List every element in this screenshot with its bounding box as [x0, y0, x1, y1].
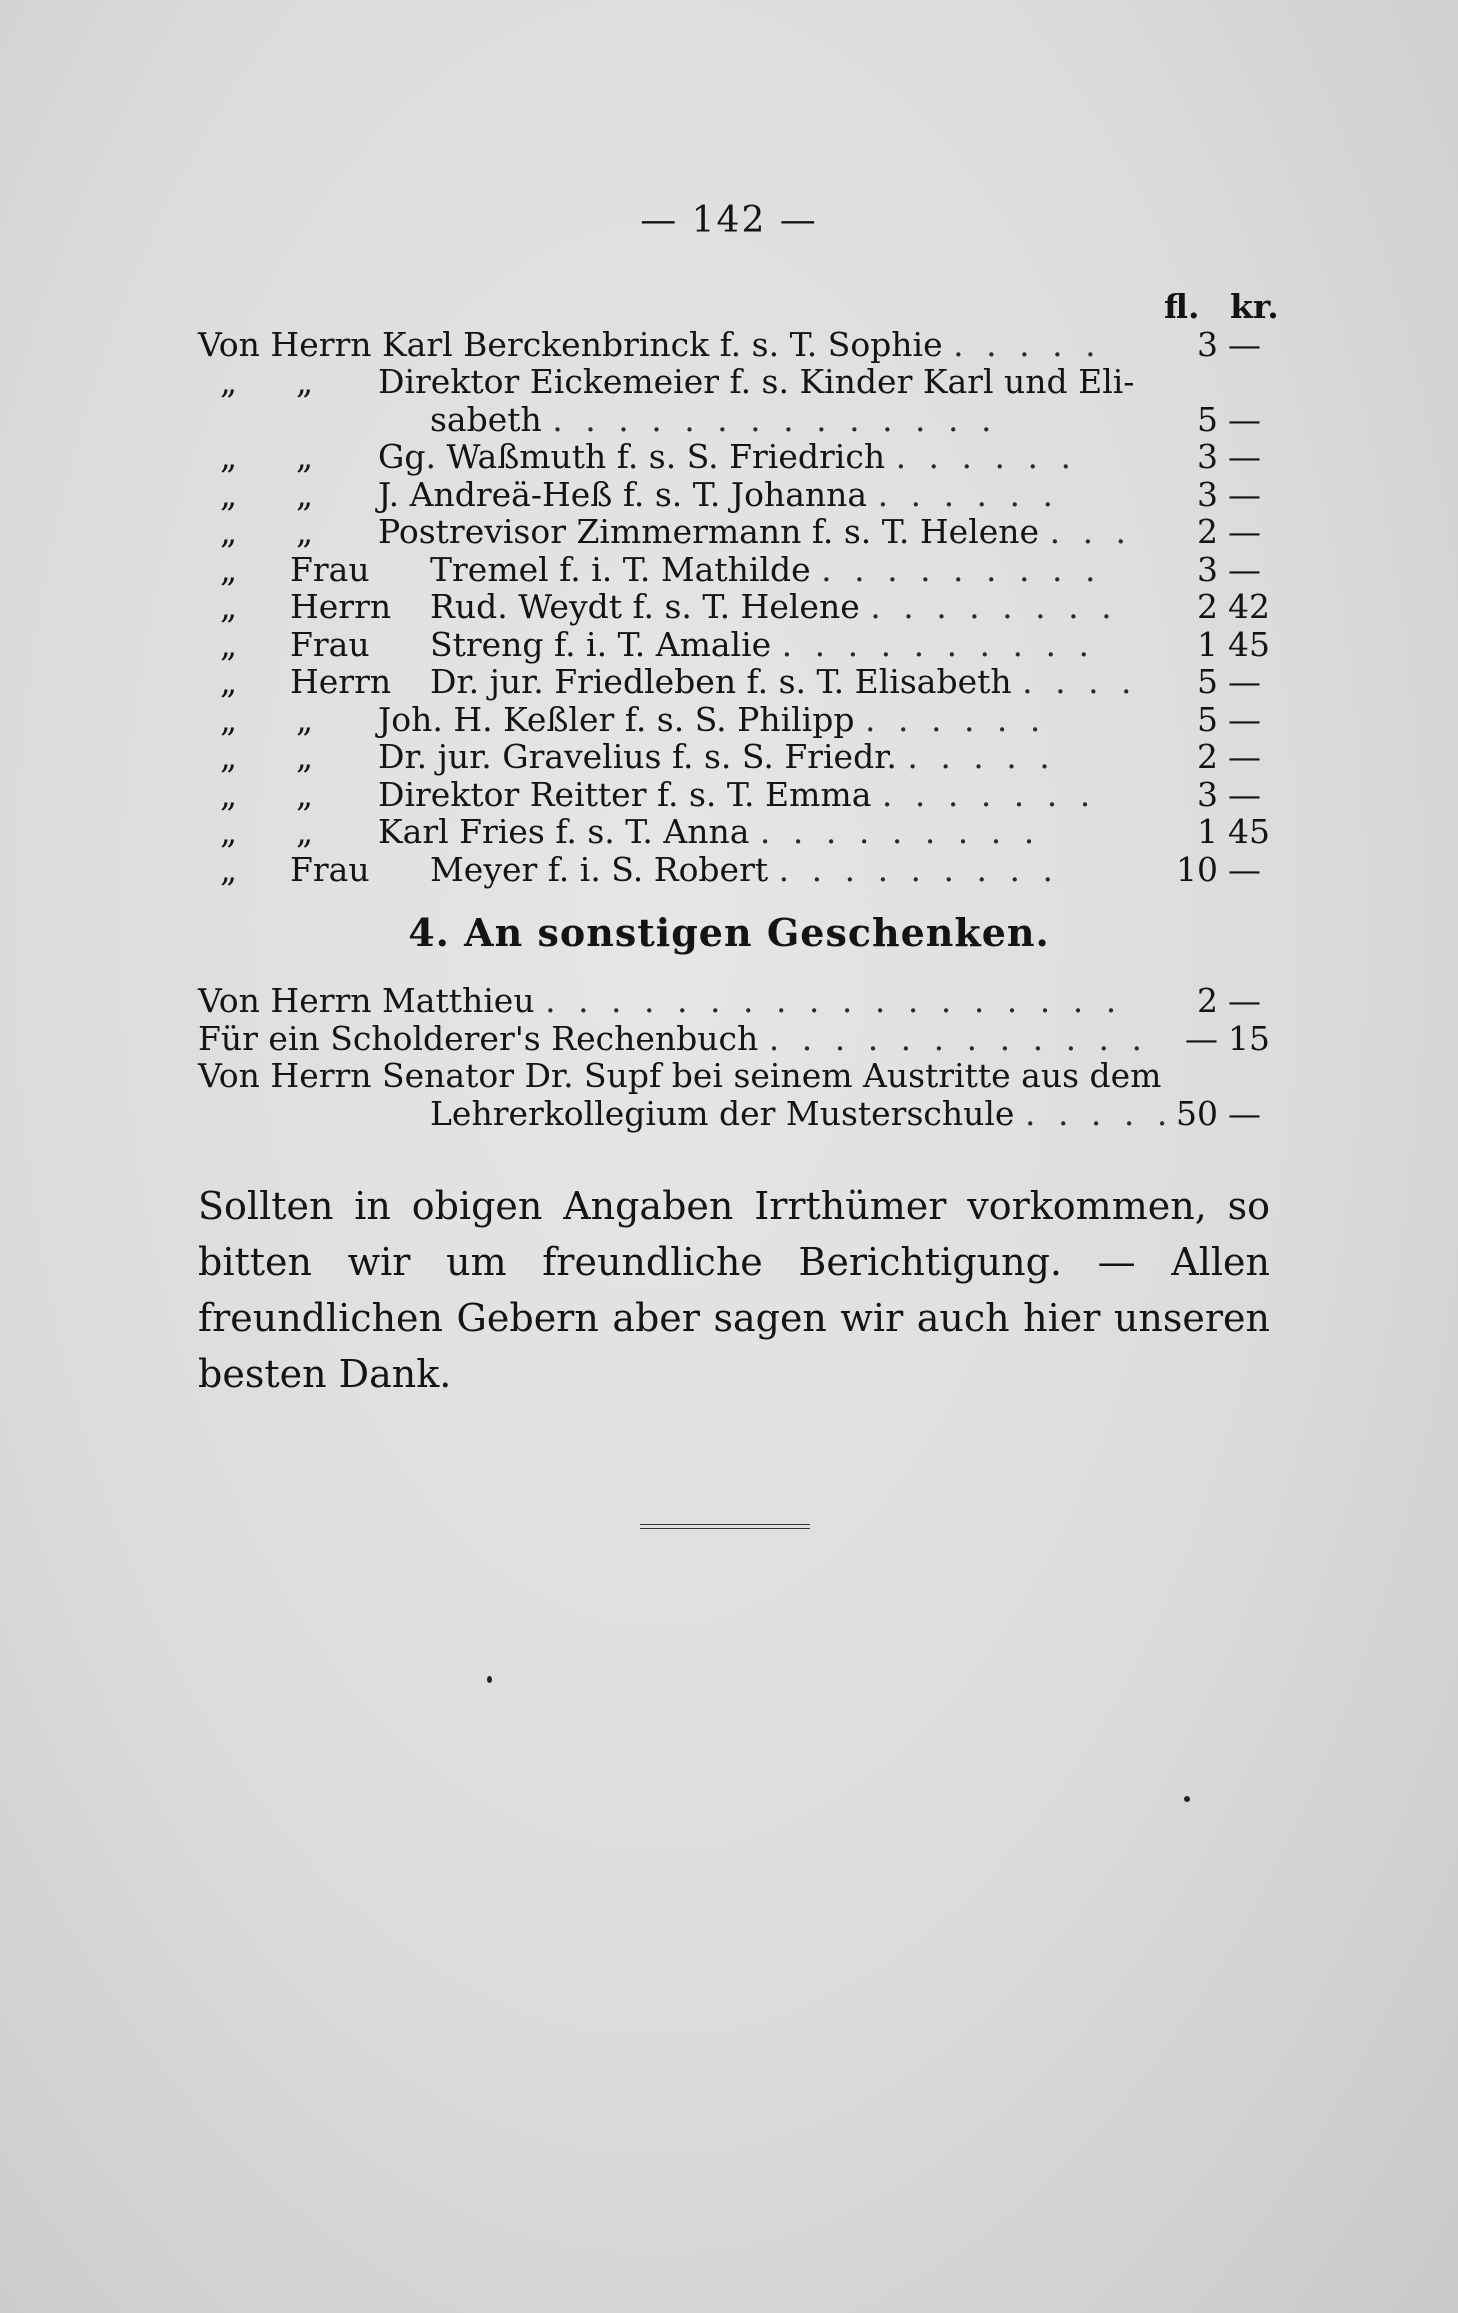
column-header-fl: fl. [1164, 287, 1200, 326]
entry-text [430, 401, 998, 439]
ditto-mark: „ [220, 662, 238, 701]
entry-text [378, 776, 1096, 814]
leader-dots: . . . . . . . . . . . . [768, 1018, 1149, 1058]
ditto-mark: „ [220, 362, 238, 401]
ditto-mark: „ [220, 624, 238, 664]
entry-description: Karl Fries f. s. T. Anna [378, 812, 750, 851]
donor-title: Frau [290, 624, 370, 664]
amount-fl: 2 [1197, 512, 1218, 551]
section-title: 4. An sonstigen Geschenken. [408, 910, 1050, 955]
entry-description: Rud. Weydt f. s. T. Helene [430, 587, 860, 626]
entry-text [430, 1095, 1173, 1133]
leader-dots: . . . . . [907, 737, 1056, 776]
list-item [198, 982, 1268, 1020]
amount-fl: 2 [1197, 587, 1218, 626]
list-item [198, 363, 1268, 401]
entry-text [198, 1057, 1161, 1095]
amount-kr: — [1228, 981, 1261, 1020]
entry-description: Lehrerkollegium der Musterschule [430, 1093, 1015, 1133]
ink-speck [487, 1676, 492, 1683]
donor-title: Herrn [290, 587, 392, 626]
entry-description: Von Herrn Senator Dr. Supf bei seinem Austritte aus dem [198, 1056, 1162, 1095]
donation-list [198, 287, 1279, 889]
list-item [198, 701, 1268, 739]
entry-description: Von Herrn Matthieu [198, 981, 535, 1020]
column-header-kr: kr. [1230, 287, 1279, 326]
leader-dots: . . . . . . . . . . . . . . [552, 399, 998, 439]
ditto-mark: „ [220, 437, 238, 476]
amount-kr: 15 [1228, 1018, 1270, 1058]
list-item [198, 1020, 1268, 1058]
entry-text [430, 551, 1101, 589]
leader-dots: . . . . . . [895, 437, 1077, 476]
ditto-mark: „ [296, 699, 314, 739]
entry-text [378, 438, 1077, 476]
amount-fl: 2 [1197, 737, 1218, 776]
ditto-mark: „ [296, 362, 314, 401]
leader-dots: . . . . . [1024, 1093, 1174, 1133]
amount-fl: 10 [1176, 849, 1218, 889]
ditto-mark: „ [296, 737, 314, 776]
amount-kr: — [1228, 324, 1261, 364]
leader-dots: . . . . . . [865, 699, 1047, 739]
page-number: — 142 — [640, 200, 818, 241]
list-item [198, 776, 1268, 814]
amount-kr: — [1228, 437, 1261, 476]
donor-title: Frau [290, 549, 370, 589]
amount-kr: 42 [1228, 587, 1270, 626]
leader-dots: . . . . . . . . . [821, 549, 1102, 589]
ditto-mark: „ [220, 549, 238, 589]
donor-title: Von Herrn [198, 324, 372, 364]
amount-kr: 45 [1228, 812, 1270, 851]
entry-description: J. Andreä-Heß f. s. T. Johanna [378, 474, 868, 514]
ditto-mark: „ [220, 699, 238, 739]
entry-description: Gg. Waßmuth f. s. S. Friedrich [378, 437, 886, 476]
entry-text [430, 851, 1059, 889]
list-item [198, 513, 1268, 551]
ditto-mark: „ [220, 737, 238, 776]
entry-description: Dr. jur. Friedleben f. s. T. Elisabeth [430, 662, 1012, 701]
entry-text [382, 326, 1102, 364]
entry-description: sabeth [430, 399, 542, 439]
ditto-mark: „ [220, 512, 238, 551]
entry-description: Dr. jur. Gravelius f. s. S. Friedr. [378, 737, 897, 776]
amount-kr: — [1228, 849, 1261, 889]
entry-text [378, 701, 1046, 739]
list-item [198, 1057, 1268, 1095]
list-item [198, 738, 1268, 776]
list-item [198, 588, 1268, 626]
ornamental-rule [640, 1524, 810, 1529]
ditto-mark: „ [220, 774, 238, 814]
entry-text [378, 363, 1134, 401]
entry-text [378, 738, 1056, 776]
donor-title: Herrn [290, 662, 392, 701]
amount-kr: — [1228, 474, 1261, 514]
entry-description: Direktor Eickemeier f. s. Kinder Karl und Eli- [378, 362, 1135, 401]
amount-fl: — [1185, 1018, 1218, 1058]
amount-fl: 3 [1197, 474, 1218, 514]
leader-dots: . . . . . . [877, 474, 1059, 514]
amount-fl: 3 [1197, 437, 1218, 476]
entry-text [430, 663, 1138, 701]
ditto-mark: „ [296, 512, 314, 551]
list-item [198, 401, 1268, 439]
leader-dots: . . . . . . . . [870, 587, 1118, 626]
amount-fl: 5 [1197, 399, 1218, 439]
entry-rows [198, 326, 1268, 889]
list-item [198, 476, 1268, 514]
list-item [198, 1095, 1268, 1133]
list-item [198, 851, 1268, 889]
leader-dots: . . . . . . . . . . [781, 624, 1095, 664]
amount-kr: 45 [1228, 624, 1270, 664]
amount-fl: 5 [1197, 662, 1218, 701]
leader-dots: . . . . . . . [881, 774, 1097, 814]
amount-fl: 1 [1197, 812, 1218, 851]
entry-description: Streng f. i. T. Amalie [430, 624, 772, 664]
leader-dots: . . . . . . . . . [759, 812, 1041, 851]
amount-kr: — [1228, 1093, 1261, 1133]
amount-kr: — [1228, 399, 1261, 439]
entry-description: Meyer f. i. S. Robert [430, 849, 769, 889]
amount-fl: 2 [1197, 981, 1218, 1020]
list-item [198, 663, 1268, 701]
entry-text [378, 513, 1132, 551]
amount-fl: 50 [1176, 1093, 1218, 1133]
ditto-mark: „ [220, 812, 238, 851]
entry-description: Für ein Scholderer's Rechenbuch [198, 1018, 759, 1058]
donor-title: Frau [290, 849, 370, 889]
amount-fl: 3 [1197, 774, 1218, 814]
entry-description: Joh. H. Keßler f. s. S. Philipp [378, 699, 855, 739]
leader-dots: . . . . [1022, 662, 1138, 701]
list-item [198, 551, 1268, 589]
entry-description: Karl Berckenbrinck f. s. T. Sophie [382, 324, 943, 364]
entry-text [378, 813, 1040, 851]
ditto-mark: „ [220, 587, 238, 626]
leader-dots: . . . [1049, 512, 1133, 551]
amount-fl: 3 [1197, 549, 1218, 589]
amount-kr: — [1228, 549, 1261, 589]
amount-kr: — [1228, 737, 1261, 776]
list-item [198, 326, 1268, 364]
entry-text [198, 1020, 1148, 1058]
list-item [198, 813, 1268, 851]
entry-text [198, 982, 1122, 1020]
ink-speck [1184, 1796, 1190, 1802]
ditto-mark: „ [220, 849, 238, 889]
ditto-mark: „ [296, 774, 314, 814]
ditto-mark: „ [220, 474, 238, 514]
amount-kr: — [1228, 662, 1261, 701]
column-header-row [198, 287, 1279, 326]
show-through-bleed [180, 1380, 1230, 2100]
ditto-mark: „ [296, 437, 314, 476]
list-item [198, 626, 1268, 664]
amount-kr: — [1228, 774, 1261, 814]
amount-kr: — [1228, 512, 1261, 551]
amount-kr: — [1228, 699, 1261, 739]
entry-description: Direktor Reitter f. s. T. Emma [378, 774, 872, 814]
amount-fl: 3 [1197, 324, 1218, 364]
leader-dots: . . . . . . . . . [778, 849, 1059, 889]
entry-text [378, 476, 1059, 514]
leader-dots: . . . . . . . . . . . . . . . . . . [545, 981, 1123, 1020]
entry-text [430, 626, 1095, 664]
closing-paragraph: Sollten in obigen Angaben Irrthümer vorkommen, so bitten wir um freundliche Berichtigung. — Allen freundlichen Gebern aber sagen wir auch hier unseren besten Dank. [198, 1184, 1270, 1396]
gift-rows [198, 982, 1268, 1132]
entry-description: Tremel f. i. T. Mathilde [430, 549, 811, 589]
ditto-mark: „ [296, 474, 314, 514]
amount-fl: 1 [1197, 624, 1218, 664]
entry-description: Postrevisor Zimmermann f. s. T. Helene [378, 512, 1040, 551]
leader-dots: . . . . . [953, 324, 1102, 364]
list-item [198, 438, 1268, 476]
gifts-list [198, 982, 1268, 1132]
amount-fl: 5 [1197, 699, 1218, 739]
ditto-mark: „ [296, 812, 314, 851]
entry-text [430, 588, 1118, 626]
